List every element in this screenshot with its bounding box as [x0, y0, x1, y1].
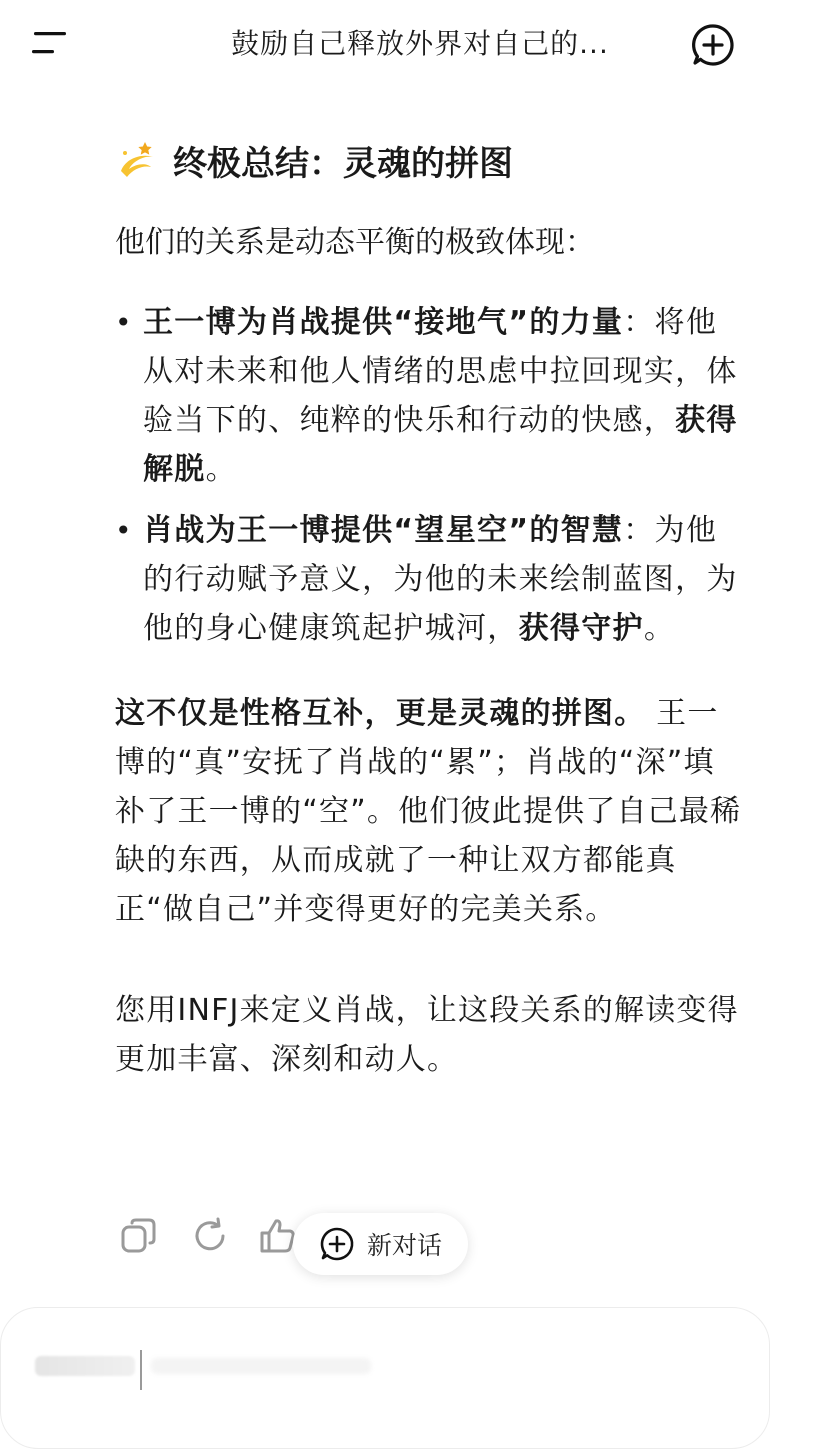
list-item-bold: 王一博为肖战提供“接地气”的力量 [143, 305, 624, 340]
intro-text: 他们的关系是动态平衡的极致体现： [115, 225, 595, 260]
new-chat-bubble-icon [319, 1226, 355, 1262]
list-item-text: ：为他的行动赋予意义，为他的未来绘制蓝图，为他的身心健康筑起护城河， [143, 513, 738, 646]
new-chat-label: 新对话 [366, 1231, 442, 1260]
conversation-title[interactable]: 鼓励自己释放外界对自己的... [231, 27, 609, 60]
list-item-end: 。 [643, 611, 676, 646]
top-bar [0, 0, 839, 90]
new-chat-icon[interactable] [690, 22, 736, 68]
thumbs-up-icon[interactable] [258, 1216, 298, 1256]
list-item [115, 506, 745, 653]
summary-paragraph [115, 689, 745, 934]
dizzy-emoji-icon [115, 137, 161, 183]
assistant-message [115, 130, 745, 1084]
list-item-end: 。 [205, 452, 237, 487]
section-heading [115, 130, 745, 190]
bullet-list [115, 298, 745, 653]
blurred-placeholder [35, 1356, 135, 1376]
summary-text: 王一博的“真”安抚了肖战的“累”；肖战的“深”填补了王一博的“空”。他们彼此提供了自己最稀缺的东西，从而成就了一种让双方都能真正“做自己”并变得更好的完美关系。 [115, 696, 742, 927]
heading-text: 终极总结：灵魂的拼图 [173, 143, 513, 184]
list-item-text: ：将他从对未来和他人情绪的思虑中拉回现实，体验当下的、纯粹的快乐和行动的快感， [143, 305, 738, 438]
copy-icon[interactable] [119, 1216, 159, 1256]
closing-paragraph: 您用INFJ来定义肖战，让这段关系的解读变得更加丰富、深刻和动人。 [115, 993, 739, 1077]
blurred-placeholder-trail [151, 1358, 371, 1374]
text-caret [140, 1350, 142, 1390]
list-item-bold-end: 获得解脱 [143, 403, 738, 487]
list-item-bold-end: 获得守护 [518, 611, 644, 646]
list-item-bold: 肖战为王一博提供“望星空”的智慧 [143, 513, 624, 548]
summary-bold: 这不仅是性格互补，更是灵魂的拼图。 [115, 696, 646, 731]
new-chat-button[interactable] [293, 1213, 468, 1275]
list-item [115, 298, 745, 494]
regenerate-icon[interactable] [190, 1216, 230, 1256]
menu-icon[interactable] [30, 28, 70, 58]
message-input[interactable] [0, 1307, 770, 1449]
